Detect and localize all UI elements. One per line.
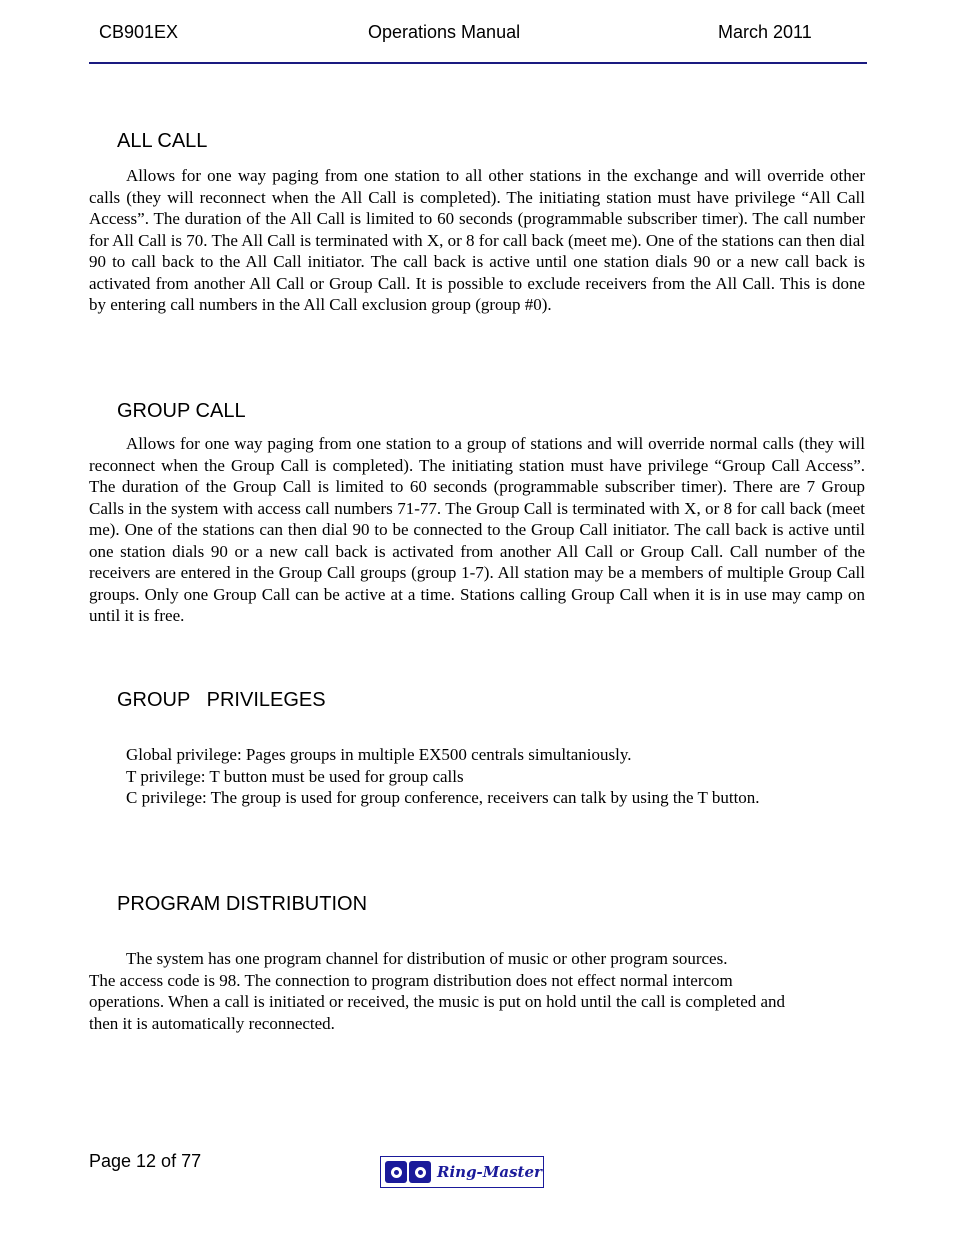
privilege-line-t: T privilege: T button must be used for group calls xyxy=(126,767,464,786)
ring-master-logo xyxy=(380,1156,544,1188)
program-line-2: The access code is 98. The connection to program distribution does not effect normal intercom xyxy=(89,971,733,990)
section-heading-group-call: GROUP CALL xyxy=(117,400,246,422)
footer-page-number: Page 12 of 77 xyxy=(89,1151,202,1171)
logo-ring-icon xyxy=(409,1161,431,1183)
section-heading-program-distribution: PROGRAM DISTRIBUTION xyxy=(117,893,368,915)
program-line-1: The system has one program channel for distribution of music or other program sources. xyxy=(126,949,728,968)
program-line-3: operations. When a call is initiated or received, the music is put on hold until the call is completed and xyxy=(89,992,786,1011)
header-date: March 2011 xyxy=(718,22,812,42)
logo-text: Ring-Master xyxy=(437,1163,542,1181)
section-body-group-call: Allows for one way paging from one station to a group of stations and will override normal calls (they will reconnect when the Group Call is completed). The initiating station must have privilege “Group Call Access”. The duration of the Group Call is limited to 60 seconds (programmable subscriber timer). There are 7 Group Calls in the system with access call numbers 71-77. The Group Call is terminated with X, or 8 for call back (meet me). One of the stations can then dial 90 to be connected to the Group Call initiator. The call back is active until one station dials 90 or a new call back is activated from another All Call or Group Call. Call number of the receivers are entered in the Group Call groups (group 1-7). All station may be a members of multiple Group Call groups. Only one Group Call can be active at a time. Stations calling Group Call when it is in use may camp on until it is free. xyxy=(89,434,865,625)
privilege-line-global: Global privilege: Pages groups in multiple EX500 centrals simultaniously. xyxy=(126,745,632,764)
section-body-all-call: Allows for one way paging from one station to all other stations in the exchange and will override other calls (they will reconnect when the All Call is completed). The initiating station must have privilege “All Call Access”. The duration of the All Call is limited to 60 seconds (programmable subscriber timer). The call number for All Call is 70. The All Call is terminated with X, or 8 for call back (meet me). One of the stations can then dial 90 to call back to the All Call initiator. The call back is active until one station dials 90 or a new call back is activated from another All Call or Group Call. It is possible to exclude receivers from the All Call. This is done by entering call numbers in the All Call exclusion group (group #0). xyxy=(89,166,865,314)
header-document-title: Operations Manual xyxy=(368,22,521,42)
logo-ring-icon xyxy=(385,1161,407,1183)
section-heading-group-privileges: GROUP PRIVILEGES xyxy=(117,689,326,711)
header-document-code: CB901EX xyxy=(99,22,179,42)
section-heading-all-call: ALL CALL xyxy=(117,130,208,152)
program-line-4: then it is automatically reconnected. xyxy=(89,1014,335,1033)
privilege-line-c: C privilege: The group is used for group conference, receivers can talk by using the T button. xyxy=(126,788,760,807)
header-rule xyxy=(89,62,867,64)
